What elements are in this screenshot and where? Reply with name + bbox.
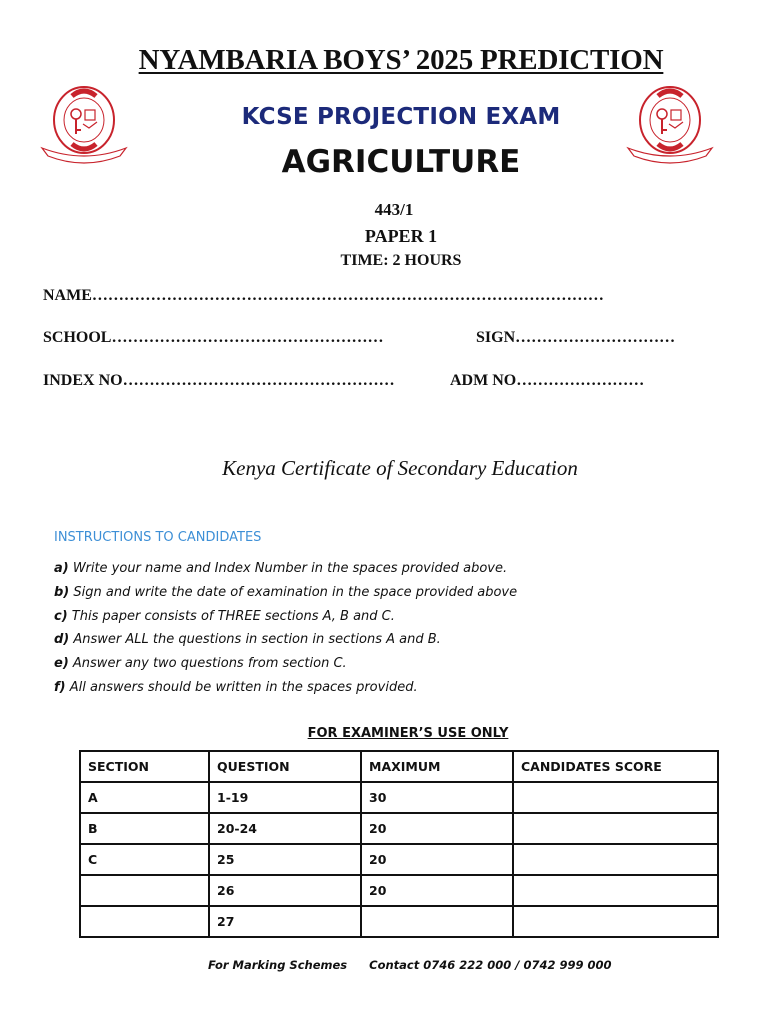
- score-cell[interactable]: [513, 813, 718, 844]
- footer-label: For Marking Schemes: [208, 958, 348, 972]
- name-field[interactable]: NAME……………………………………………………………………………………: [43, 287, 604, 304]
- exam-time: TIME: 2 HOURS: [340, 252, 462, 269]
- maximum-cell: 20: [361, 813, 513, 844]
- paper-code: 443/1: [374, 200, 414, 219]
- section-cell: [80, 906, 209, 937]
- school-field[interactable]: SCHOOL……………………………………………: [43, 329, 384, 346]
- instruction-marker: f): [54, 680, 66, 695]
- instruction-item: [54, 680, 418, 695]
- table-header-row: [80, 751, 718, 782]
- header-maximum: MAXIMUM: [361, 751, 513, 782]
- instruction-text: All answers should be written in the spaces provided.: [69, 680, 418, 695]
- index-number-field[interactable]: INDEX NO……………………………………………: [43, 372, 395, 389]
- question-cell: 27: [209, 906, 361, 937]
- score-cell[interactable]: [513, 875, 718, 906]
- maximum-cell: [361, 906, 513, 937]
- paper-number: PAPER 1: [364, 226, 438, 246]
- score-cell[interactable]: [513, 782, 718, 813]
- maximum-cell: 20: [361, 875, 513, 906]
- instruction-item: [54, 656, 347, 671]
- table-row: [80, 782, 718, 813]
- instructions-heading: INSTRUCTIONS TO CANDIDATES: [54, 530, 262, 545]
- question-cell: 20-24: [209, 813, 361, 844]
- footer: [208, 958, 612, 972]
- section-cell: [80, 875, 209, 906]
- score-cell[interactable]: [513, 906, 718, 937]
- question-cell: 26: [209, 875, 361, 906]
- examiner-score-table: [79, 750, 719, 938]
- exam-subtitle: KCSE PROJECTION EXAM: [241, 104, 561, 130]
- table-row: [80, 906, 718, 937]
- table-row: [80, 813, 718, 844]
- school-title: NYAMBARIA BOYS’ 2025 PREDICTION: [138, 44, 664, 76]
- table-row: [80, 875, 718, 906]
- maximum-cell: 30: [361, 782, 513, 813]
- instruction-item: [54, 561, 507, 576]
- instruction-marker: c): [54, 609, 68, 624]
- instruction-item: [54, 632, 441, 647]
- question-cell: 1-19: [209, 782, 361, 813]
- instruction-text: Answer ALL the questions in section in sections A and B.: [73, 632, 441, 647]
- section-cell: A: [80, 782, 209, 813]
- question-cell: 25: [209, 844, 361, 875]
- instruction-text: Write your name and Index Number in the spaces provided above.: [72, 561, 508, 576]
- admission-number-field[interactable]: ADM NO……………………: [450, 372, 645, 389]
- instruction-text: This paper consists of THREE sections A, B and C.: [71, 609, 395, 624]
- section-cell: C: [80, 844, 209, 875]
- maximum-cell: 20: [361, 844, 513, 875]
- score-cell[interactable]: [513, 844, 718, 875]
- subject-title: AGRICULTURE: [281, 144, 521, 180]
- instruction-item: [54, 585, 517, 600]
- instruction-marker: a): [54, 561, 69, 576]
- footer-contact: Contact 0746 222 000 / 0742 999 000: [369, 958, 612, 972]
- instruction-item: [54, 609, 395, 624]
- instruction-marker: b): [54, 585, 70, 600]
- instruction-marker: e): [54, 656, 69, 671]
- table-row: [80, 844, 718, 875]
- instruction-text: Sign and write the date of examination in the space provided above: [73, 585, 518, 600]
- kcse-line: Kenya Certificate of Secondary Education: [222, 456, 578, 480]
- examiner-table-title: FOR EXAMINER’S USE ONLY: [307, 726, 509, 741]
- instruction-text: Answer any two questions from section C.: [72, 656, 347, 671]
- sign-field[interactable]: SIGN…………………………: [476, 329, 676, 346]
- header-candidates-score: CANDIDATES SCORE: [513, 751, 718, 782]
- header-section: SECTION: [80, 751, 209, 782]
- header-question: QUESTION: [209, 751, 361, 782]
- section-cell: B: [80, 813, 209, 844]
- instruction-marker: d): [54, 632, 70, 647]
